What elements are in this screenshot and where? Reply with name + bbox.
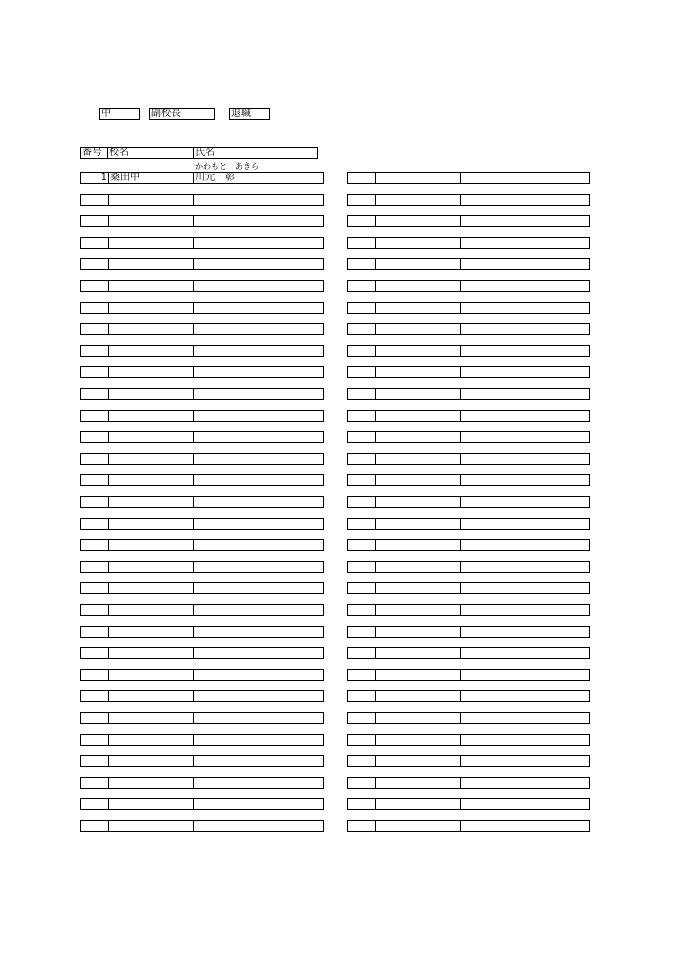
row-number-cell[interactable] <box>81 691 108 701</box>
table-row <box>80 453 324 465</box>
row-number-cell[interactable] <box>81 324 108 334</box>
table-row <box>80 669 324 681</box>
row-name-cell[interactable]: 川元 彰 <box>193 173 323 183</box>
row-name-cell[interactable] <box>193 627 323 637</box>
row-school-cell[interactable] <box>108 540 193 550</box>
table-row <box>347 647 590 659</box>
row-school-cell[interactable] <box>375 735 460 745</box>
row-school-cell[interactable] <box>375 583 460 593</box>
table-row <box>347 539 590 551</box>
row-number-cell[interactable] <box>81 497 108 507</box>
table-row <box>80 258 324 270</box>
row-number-cell[interactable] <box>348 303 375 313</box>
row-school-cell[interactable] <box>375 497 460 507</box>
row-name-cell[interactable] <box>460 454 589 464</box>
row-school-cell[interactable] <box>108 778 193 788</box>
table-row <box>347 798 590 810</box>
table-row <box>347 496 590 508</box>
row-school-cell[interactable] <box>108 195 193 205</box>
table-row <box>347 626 590 638</box>
row-number-cell[interactable] <box>81 389 108 399</box>
row-number-cell[interactable] <box>348 756 375 766</box>
table-row <box>80 431 324 443</box>
row-number-cell[interactable] <box>348 432 375 442</box>
row-number-cell[interactable] <box>348 173 375 183</box>
row-number-cell[interactable] <box>81 238 108 248</box>
row-school-cell[interactable] <box>108 475 193 485</box>
row-school-cell[interactable] <box>108 562 193 572</box>
row-school-cell[interactable] <box>375 367 460 377</box>
table-row <box>347 366 590 378</box>
row-name-cell[interactable] <box>460 735 589 745</box>
row-school-cell[interactable] <box>375 216 460 226</box>
table-row <box>347 302 590 314</box>
table-row <box>80 410 324 422</box>
header-number: 番号 <box>80 147 108 159</box>
row-school-cell[interactable] <box>108 346 193 356</box>
row-school-cell[interactable] <box>108 691 193 701</box>
row-number-cell[interactable] <box>348 281 375 291</box>
table-row <box>80 237 324 249</box>
row-number-cell[interactable] <box>348 454 375 464</box>
row-school-cell[interactable] <box>375 778 460 788</box>
row-name-cell[interactable] <box>193 432 323 442</box>
row-school-cell[interactable] <box>108 281 193 291</box>
row-name-cell[interactable] <box>460 281 589 291</box>
row-name-cell[interactable] <box>193 259 323 269</box>
row-name-cell[interactable] <box>193 519 323 529</box>
row-school-cell[interactable] <box>108 432 193 442</box>
row-number-cell[interactable] <box>81 303 108 313</box>
row-school-cell[interactable] <box>375 691 460 701</box>
row-number-cell[interactable] <box>348 670 375 680</box>
row-name-cell[interactable] <box>460 303 589 313</box>
row-name-cell[interactable] <box>193 583 323 593</box>
row-name-cell[interactable] <box>460 562 589 572</box>
row-name-cell[interactable] <box>460 432 589 442</box>
table-row <box>347 690 590 702</box>
row-school-cell[interactable] <box>375 238 460 248</box>
row-number-cell[interactable] <box>348 238 375 248</box>
table-row <box>80 755 324 767</box>
row-number-cell[interactable] <box>348 735 375 745</box>
row-school-cell[interactable] <box>375 821 460 831</box>
row-school-cell[interactable] <box>108 454 193 464</box>
row-name-cell[interactable] <box>460 367 589 377</box>
row-number-cell[interactable] <box>348 389 375 399</box>
row-number-cell[interactable] <box>81 605 108 615</box>
table-row <box>80 194 324 206</box>
row-name-cell[interactable] <box>193 670 323 680</box>
row-number-cell[interactable] <box>81 346 108 356</box>
table-row <box>347 453 590 465</box>
row-number-cell[interactable] <box>348 540 375 550</box>
row-name-cell[interactable] <box>460 583 589 593</box>
row-number-cell[interactable] <box>81 627 108 637</box>
row-number-cell[interactable] <box>348 605 375 615</box>
row-number-cell[interactable] <box>348 627 375 637</box>
table-row <box>347 712 590 724</box>
row-number-cell[interactable] <box>81 367 108 377</box>
table-row <box>347 431 590 443</box>
row-name-cell[interactable] <box>460 173 589 183</box>
row-school-cell[interactable] <box>108 583 193 593</box>
row-name-cell[interactable] <box>193 324 323 334</box>
row-school-cell[interactable] <box>108 303 193 313</box>
table-row <box>80 215 324 227</box>
row-school-cell[interactable] <box>375 173 460 183</box>
row-number-cell[interactable] <box>81 670 108 680</box>
row-name-cell[interactable] <box>193 648 323 658</box>
row-school-cell[interactable] <box>108 821 193 831</box>
table-row <box>80 734 324 746</box>
row-number-cell[interactable] <box>81 799 108 809</box>
row-name-cell[interactable] <box>193 713 323 723</box>
header-school: 校名 <box>107 147 194 159</box>
table-row <box>80 366 324 378</box>
row-number-cell[interactable] <box>81 519 108 529</box>
row-school-cell[interactable] <box>108 799 193 809</box>
row-number-cell[interactable] <box>81 756 108 766</box>
row-name-cell[interactable] <box>193 778 323 788</box>
table-row <box>80 820 324 832</box>
row-number-cell[interactable] <box>348 648 375 658</box>
row-name-cell[interactable] <box>460 691 589 701</box>
row-number-cell[interactable] <box>348 346 375 356</box>
row-school-cell[interactable] <box>375 670 460 680</box>
row-number-cell[interactable] <box>348 691 375 701</box>
row-school-cell[interactable] <box>375 389 460 399</box>
row-school-cell[interactable] <box>375 259 460 269</box>
table-row <box>347 258 590 270</box>
row-number-cell[interactable] <box>81 259 108 269</box>
row-name-cell[interactable] <box>460 195 589 205</box>
row-school-cell[interactable] <box>375 648 460 658</box>
row-name-cell[interactable] <box>193 756 323 766</box>
row-name-cell[interactable] <box>460 389 589 399</box>
row-number-cell[interactable] <box>348 216 375 226</box>
table-row <box>347 669 590 681</box>
table-row <box>80 798 324 810</box>
row-number-cell[interactable] <box>348 195 375 205</box>
row-school-cell[interactable] <box>375 519 460 529</box>
row-number-cell[interactable] <box>81 713 108 723</box>
row-name-cell[interactable] <box>460 475 589 485</box>
row-number-cell[interactable] <box>81 411 108 421</box>
row-name-cell[interactable] <box>460 799 589 809</box>
row-school-cell[interactable] <box>108 411 193 421</box>
table-row <box>347 734 590 746</box>
row-name-cell[interactable] <box>193 799 323 809</box>
table-row <box>347 604 590 616</box>
row-name-cell[interactable] <box>460 605 589 615</box>
table-row <box>80 388 324 400</box>
row-name-cell[interactable] <box>460 411 589 421</box>
row-name-cell[interactable] <box>193 735 323 745</box>
table-row <box>80 561 324 573</box>
row-school-cell[interactable] <box>375 346 460 356</box>
table-row <box>347 280 590 292</box>
row-number-cell[interactable] <box>81 778 108 788</box>
row-name-cell[interactable] <box>193 389 323 399</box>
row-number-cell[interactable] <box>81 583 108 593</box>
row-school-cell[interactable] <box>375 475 460 485</box>
row-school-cell[interactable] <box>108 735 193 745</box>
row-name-cell[interactable] <box>193 216 323 226</box>
table-row <box>80 302 324 314</box>
table-row <box>347 777 590 789</box>
row-number-cell[interactable] <box>81 821 108 831</box>
row-name-cell[interactable] <box>460 497 589 507</box>
table-row <box>347 388 590 400</box>
row-school-cell[interactable] <box>375 540 460 550</box>
row-name-cell[interactable] <box>193 497 323 507</box>
row-number-cell[interactable] <box>348 583 375 593</box>
table-row <box>80 604 324 616</box>
row-name-cell[interactable] <box>193 475 323 485</box>
table-row <box>347 237 590 249</box>
table-row <box>80 539 324 551</box>
row-school-cell[interactable] <box>375 562 460 572</box>
row-number-cell[interactable] <box>348 475 375 485</box>
status-field[interactable]: 退職 <box>229 108 270 120</box>
table-row <box>347 215 590 227</box>
row-name-cell[interactable] <box>193 367 323 377</box>
row-school-cell[interactable] <box>375 627 460 637</box>
row-school-cell[interactable] <box>375 411 460 421</box>
table-row <box>80 474 324 486</box>
table-row <box>347 755 590 767</box>
row-number-cell[interactable] <box>81 475 108 485</box>
row-school-cell[interactable] <box>375 195 460 205</box>
table-row <box>347 561 590 573</box>
row-number-cell[interactable] <box>81 454 108 464</box>
row-number-cell[interactable] <box>348 799 375 809</box>
row-name-cell[interactable] <box>460 778 589 788</box>
row-school-cell[interactable] <box>375 799 460 809</box>
row-name-cell[interactable] <box>193 346 323 356</box>
row-name-cell[interactable] <box>460 519 589 529</box>
row-name-cell[interactable] <box>193 411 323 421</box>
table-row <box>80 690 324 702</box>
row-school-cell[interactable] <box>108 713 193 723</box>
level-field[interactable]: 中 <box>99 108 140 120</box>
row-name-cell[interactable] <box>460 821 589 831</box>
table-row <box>80 712 324 724</box>
row-number-cell[interactable] <box>348 411 375 421</box>
row-number-cell[interactable] <box>81 562 108 572</box>
row-name-cell[interactable] <box>460 756 589 766</box>
row-number-cell[interactable] <box>348 562 375 572</box>
row-number-cell[interactable] <box>81 216 108 226</box>
row-name-cell[interactable] <box>193 238 323 248</box>
row-name-cell[interactable] <box>193 303 323 313</box>
row-school-cell[interactable] <box>108 519 193 529</box>
table-row <box>80 496 324 508</box>
table-row <box>347 194 590 206</box>
row-name-cell[interactable] <box>460 670 589 680</box>
row-name-cell[interactable] <box>460 627 589 637</box>
table-row <box>347 518 590 530</box>
row-number-cell[interactable] <box>81 648 108 658</box>
table-row <box>80 518 324 530</box>
row-school-cell[interactable] <box>375 713 460 723</box>
row-school-cell[interactable] <box>108 324 193 334</box>
row-school-cell[interactable] <box>108 670 193 680</box>
row-number-cell[interactable]: 1 <box>100 173 107 183</box>
row-school-cell[interactable] <box>108 367 193 377</box>
row-number-cell[interactable] <box>81 735 108 745</box>
row-number-cell[interactable] <box>348 259 375 269</box>
row-name-cell[interactable] <box>193 562 323 572</box>
row-school-cell[interactable] <box>108 648 193 658</box>
row-school-cell[interactable] <box>375 432 460 442</box>
table-row <box>347 582 590 594</box>
table-row <box>347 345 590 357</box>
table-row <box>347 474 590 486</box>
row-name-cell[interactable] <box>193 454 323 464</box>
row-name-cell[interactable] <box>460 540 589 550</box>
row-school-cell[interactable] <box>375 756 460 766</box>
table-row <box>80 323 324 335</box>
row-name-cell[interactable] <box>193 605 323 615</box>
row-name-cell[interactable] <box>193 540 323 550</box>
row-school-cell[interactable] <box>108 238 193 248</box>
row-name-cell[interactable] <box>460 346 589 356</box>
row-name-cell[interactable] <box>460 216 589 226</box>
row-number-cell[interactable] <box>81 432 108 442</box>
table-row <box>80 280 324 292</box>
row-school-cell[interactable] <box>108 756 193 766</box>
row-school-cell[interactable] <box>375 454 460 464</box>
row-number-cell[interactable] <box>348 519 375 529</box>
row-number-cell[interactable] <box>348 497 375 507</box>
header-name: 氏名 <box>193 147 318 159</box>
table-row <box>80 582 324 594</box>
row-school-cell[interactable]: 桑田中 <box>108 173 193 183</box>
row-name-cell[interactable] <box>193 195 323 205</box>
position-field[interactable]: 副校長 <box>149 108 215 120</box>
row-school-cell[interactable] <box>108 259 193 269</box>
row-number-cell[interactable] <box>348 324 375 334</box>
table-row <box>347 323 590 335</box>
row-number-cell[interactable] <box>348 367 375 377</box>
table-row <box>347 820 590 832</box>
table-row <box>80 626 324 638</box>
row-school-cell[interactable] <box>375 281 460 291</box>
row-name-cell[interactable] <box>193 691 323 701</box>
row-school-cell[interactable] <box>375 324 460 334</box>
row-name-cell[interactable] <box>193 281 323 291</box>
row-number-cell[interactable] <box>81 195 108 205</box>
table-row <box>80 647 324 659</box>
row-name-cell[interactable] <box>460 648 589 658</box>
row-number-cell[interactable] <box>81 281 108 291</box>
table-row <box>347 410 590 422</box>
table-row <box>347 172 590 184</box>
row-school-cell[interactable] <box>108 605 193 615</box>
row-number-cell[interactable] <box>348 778 375 788</box>
row-name-cell[interactable] <box>460 324 589 334</box>
row-school-cell[interactable] <box>108 497 193 507</box>
row-name-cell[interactable] <box>460 259 589 269</box>
row-name-cell[interactable] <box>460 713 589 723</box>
row-school-cell[interactable] <box>375 605 460 615</box>
name-furigana: かわもと あきら <box>195 162 259 171</box>
row-name-cell[interactable] <box>460 238 589 248</box>
row-number-cell[interactable] <box>348 821 375 831</box>
table-row <box>80 172 324 184</box>
row-school-cell[interactable] <box>375 303 460 313</box>
row-name-cell[interactable] <box>193 821 323 831</box>
row-school-cell[interactable] <box>108 389 193 399</box>
table-row <box>80 345 324 357</box>
row-school-cell[interactable] <box>108 627 193 637</box>
row-number-cell[interactable] <box>348 713 375 723</box>
row-number-cell[interactable] <box>81 540 108 550</box>
table-row <box>80 777 324 789</box>
row-school-cell[interactable] <box>108 216 193 226</box>
